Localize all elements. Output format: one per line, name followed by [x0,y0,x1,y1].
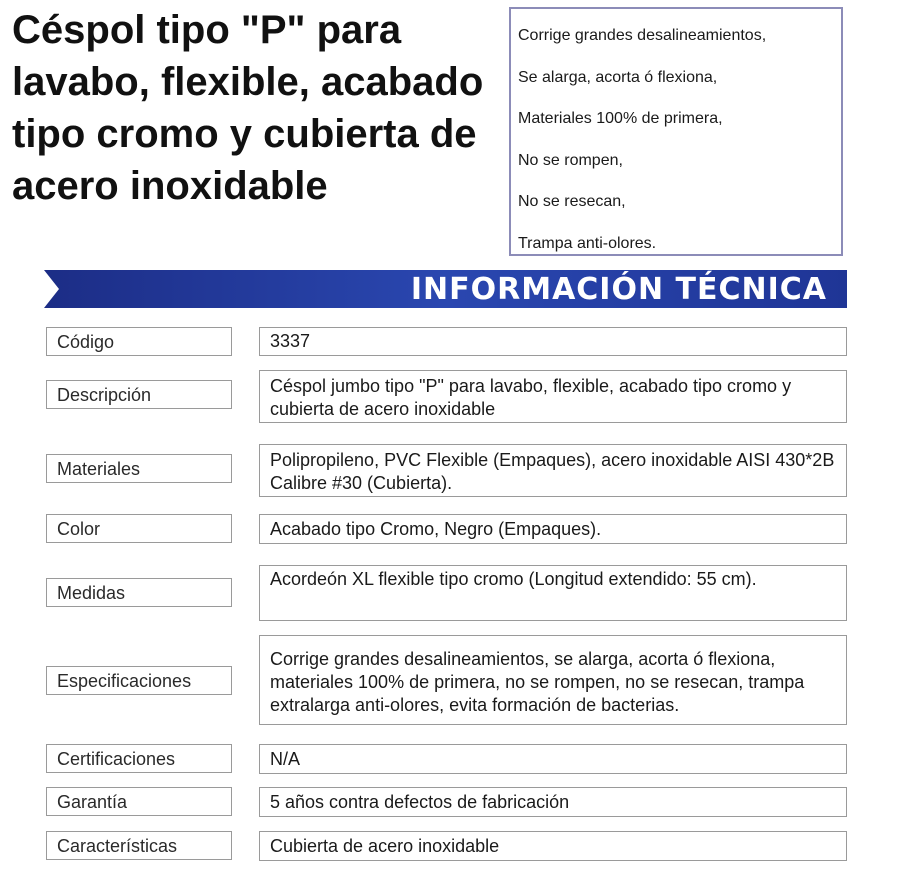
spec-label-materiales: Materiales [46,454,232,483]
spec-label-descripcion: Descripción [46,380,232,409]
spec-value-descripcion: Céspol jumbo tipo "P" para lavabo, flexible, acabado tipo cromo y cubierta de acero inoxidable [259,370,847,423]
section-heading: INFORMACIÓN TÉCNICA [410,272,827,307]
spec-value-caracteristicas: Cubierta de acero inoxidable [259,831,847,861]
spec-value-garantia: 5 años contra defectos de fabricación [259,787,847,817]
spec-value-medidas: Acordeón XL flexible tipo cromo (Longitud extendido: 55 cm). [259,565,847,621]
spec-value-materiales: Polipropileno, PVC Flexible (Empaques), acero inoxidable AISI 430*2B Calibre #30 (Cubierta). [259,444,847,497]
features-box [509,7,843,256]
spec-value-certificaciones: N/A [259,744,847,774]
spec-value-especificaciones: Corrige grandes desalineamientos, se alarga, acorta ó flexiona, materiales 100% de primera, no se rompen, no se resecan, trampa extralarga anti-olores, evita formación de bacterias. [259,635,847,725]
spec-label-certificaciones: Certificaciones [46,744,232,773]
feature-item: Trampa anti-olores. [518,235,657,252]
spec-value-codigo: 3337 [259,327,847,356]
feature-item: No se resecan, [518,193,626,210]
feature-item: Se alarga, acorta ó flexiona, [518,69,718,86]
section-banner [44,270,847,308]
spec-label-especificaciones: Especificaciones [46,666,232,695]
spec-value-color: Acabado tipo Cromo, Negro (Empaques). [259,514,847,544]
feature-item: Materiales 100% de primera, [518,110,723,127]
feature-item: No se rompen, [518,152,623,169]
spec-label-medidas: Medidas [46,578,232,607]
feature-item: Corrige grandes desalineamientos, [518,27,767,44]
spec-label-codigo: Código [46,327,232,356]
spec-label-garantia: Garantía [46,787,232,816]
spec-label-color: Color [46,514,232,543]
product-title: Céspol tipo "P" para lavabo, flexible, acabado tipo cromo y cubierta de acero inoxidable [12,8,484,208]
spec-label-caracteristicas: Características [46,831,232,860]
